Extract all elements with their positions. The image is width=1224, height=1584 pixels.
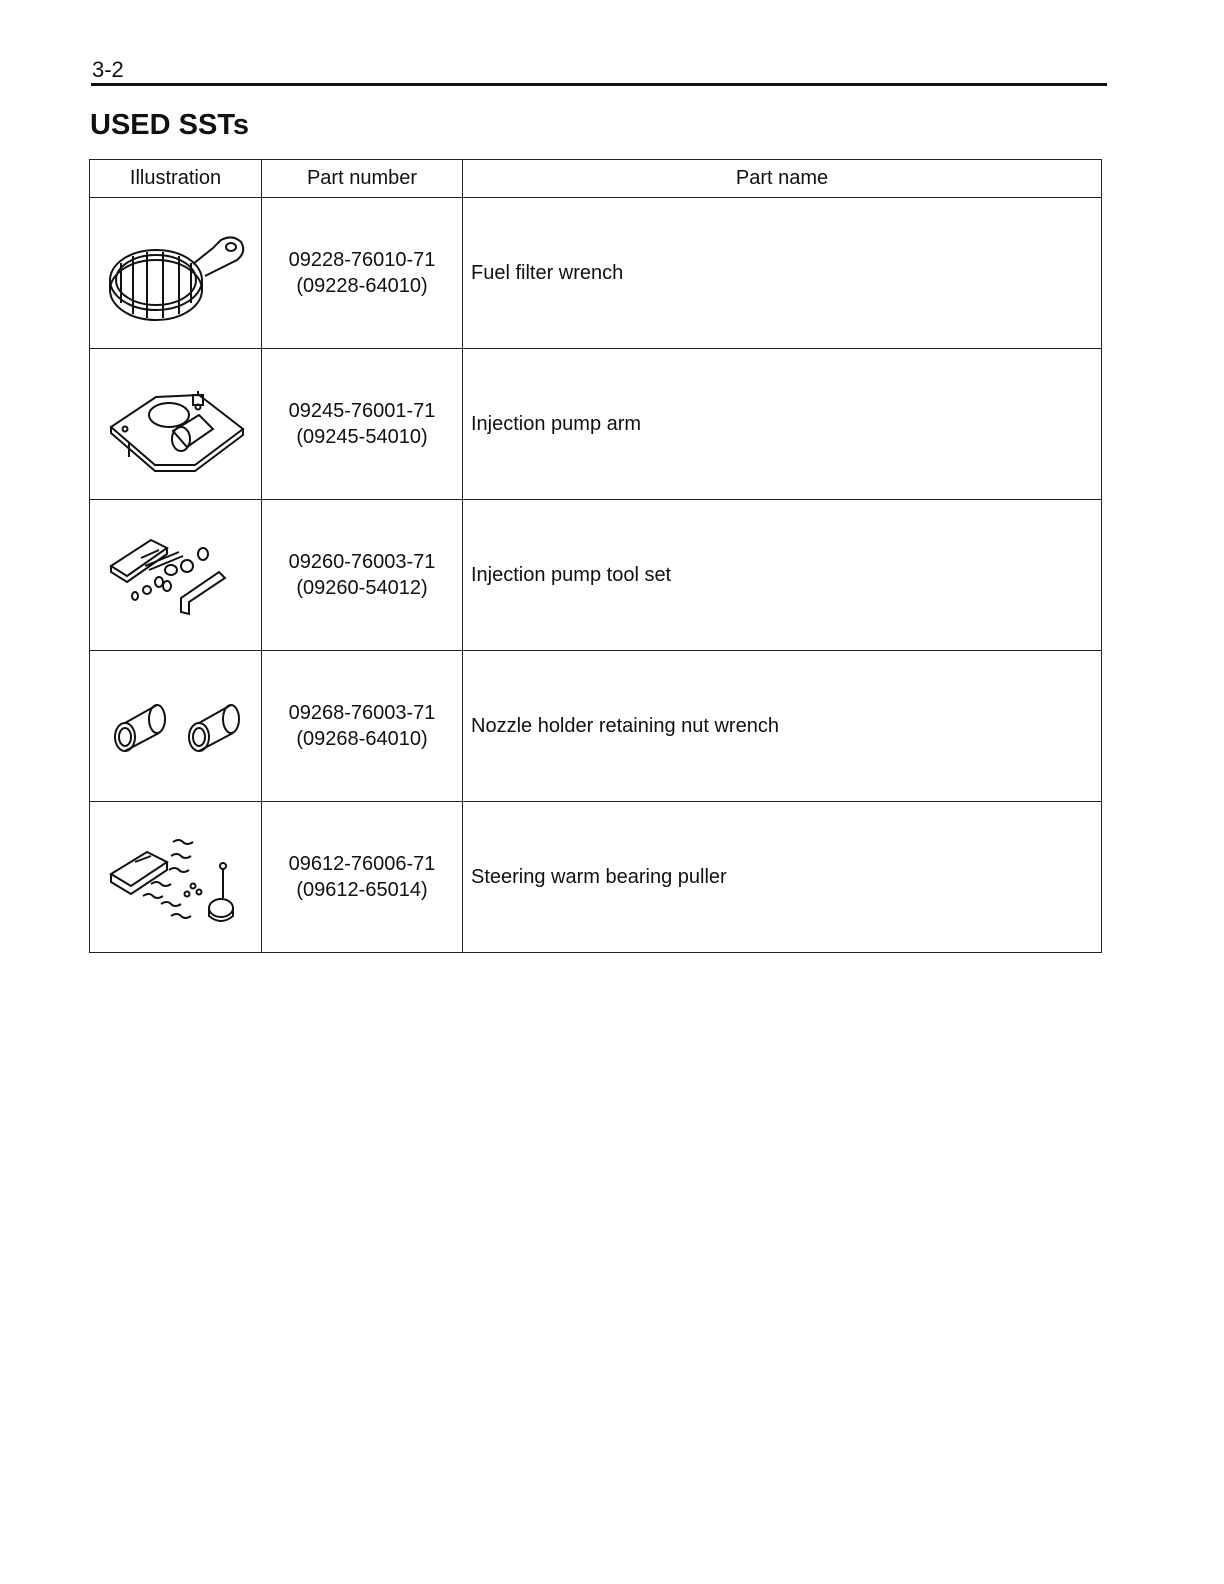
part-name: Injection pump tool set xyxy=(463,500,1102,651)
column-header-part-name: Part name xyxy=(463,160,1102,198)
alt-part-number: (09260-54012) xyxy=(296,577,428,599)
part-number: 09245-76001-71 xyxy=(288,400,436,422)
alt-part-number: (09245-54010) xyxy=(296,426,428,448)
table-row xyxy=(90,198,1102,349)
illustration-cell xyxy=(90,198,262,349)
table-row xyxy=(90,651,1102,802)
part-name: Fuel filter wrench xyxy=(463,198,1102,349)
part-number: 09268-76003-71 xyxy=(288,702,436,724)
table-row xyxy=(90,802,1102,953)
part-number-cell xyxy=(262,198,463,349)
alt-part-number: (09228-64010) xyxy=(296,275,428,297)
illustration-cell xyxy=(90,500,262,651)
illustration-cell xyxy=(90,802,262,953)
part-number-cell xyxy=(262,651,463,802)
illustration-cell xyxy=(90,349,262,500)
column-header-part-number: Part number xyxy=(262,160,463,198)
table-row xyxy=(90,500,1102,651)
column-header-illustration: Illustration xyxy=(90,160,262,198)
part-number: 09612-76006-71 xyxy=(288,853,436,875)
part-name: Nozzle holder retaining nut wrench xyxy=(463,651,1102,802)
nozzle-holder-wrench-icon xyxy=(101,671,251,781)
injection-pump-tool-set-icon xyxy=(101,520,251,630)
part-number-cell xyxy=(262,500,463,651)
page-number: 3-2 xyxy=(92,57,124,82)
illustration-cell xyxy=(90,651,262,802)
table-header-row xyxy=(90,160,1102,198)
sst-table xyxy=(89,159,1102,953)
part-name: Steering warm bearing puller xyxy=(463,802,1102,953)
bearing-puller-icon xyxy=(101,822,251,932)
part-number-cell xyxy=(262,802,463,953)
alt-part-number: (09268-64010) xyxy=(296,728,428,750)
part-number-cell xyxy=(262,349,463,500)
header-rule xyxy=(91,83,1107,86)
page-title: USED SSTs xyxy=(90,109,250,141)
fuel-filter-wrench-icon xyxy=(101,218,251,328)
table-row xyxy=(90,349,1102,500)
alt-part-number: (09612-65014) xyxy=(296,879,428,901)
part-number: 09228-76010-71 xyxy=(288,249,436,271)
part-name: Injection pump arm xyxy=(463,349,1102,500)
injection-pump-arm-icon xyxy=(101,369,251,479)
part-number: 09260-76003-71 xyxy=(288,551,436,573)
